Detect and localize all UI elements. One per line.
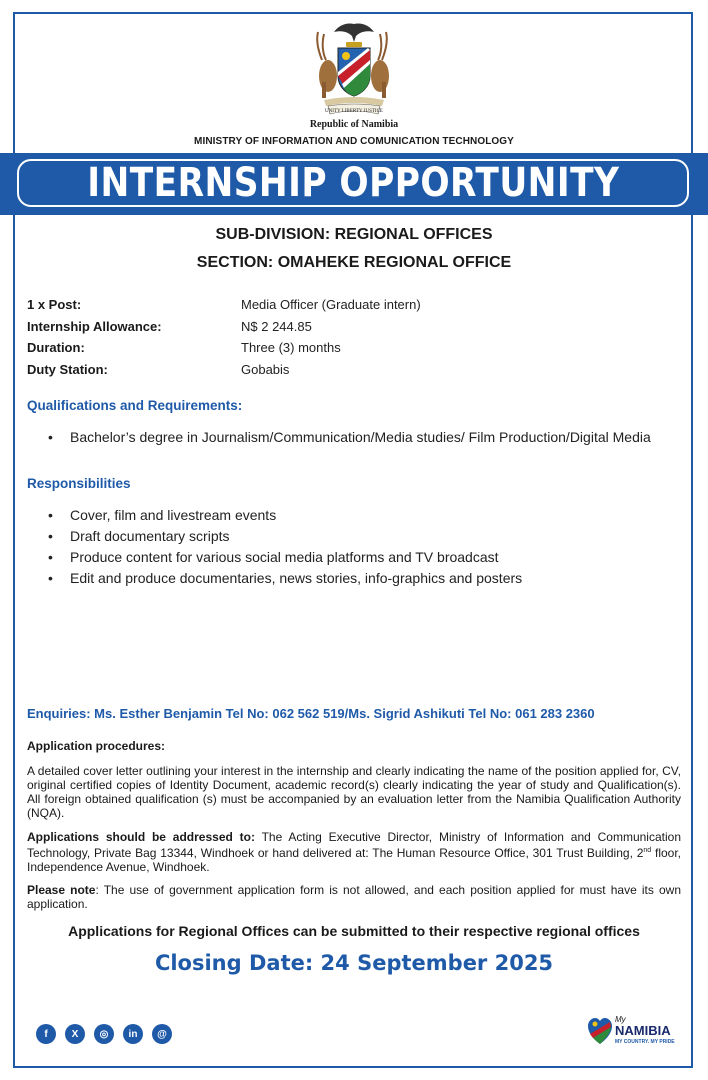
- closing-date: Closing Date: 24 September 2025: [154, 951, 554, 975]
- facebook-icon[interactable]: f: [36, 1024, 56, 1044]
- detail-value: N$ 2 244.85: [241, 318, 312, 334]
- detail-label: 1 x Post:: [27, 297, 82, 312]
- x-icon[interactable]: X: [65, 1024, 85, 1044]
- application-text: A detailed cover letter outlining your interest in the internship and clearly indicating the name of the position applied for, CV, original certified copies of Identity Document, academic record(s) clearly indicating the year of study and Qualification(s). All foreign obtained qualification (s) must be accompanied by an evaluation letter from the Namibia Qualification Authority (NQA).: [27, 764, 681, 820]
- brand-name: NAMIBIA: [615, 1023, 671, 1038]
- list-item: • Cover, film and livestream events: [48, 505, 688, 526]
- linkedin-icon[interactable]: in: [123, 1024, 143, 1044]
- threads-icon[interactable]: @: [152, 1024, 172, 1044]
- regional-note: Applications for Regional Offices can be submitted to their respective regional offices: [68, 923, 640, 939]
- detail-row-allowance: [27, 319, 421, 341]
- brand-my: My: [615, 1015, 626, 1024]
- detail-row-post: [27, 297, 421, 319]
- detail-row-duty-station: [27, 362, 421, 384]
- post-details: [27, 297, 421, 383]
- enquiries-line: Enquiries: Ms. Esther Benjamin Tel No: 062 562 519/Ms. Sigrid Ashikuti Tel No: 061 283 2360: [27, 706, 595, 721]
- detail-row-duration: [27, 340, 421, 362]
- application-title: Application procedures:: [27, 739, 166, 753]
- qualifications-heading: Qualifications and Requirements:: [27, 398, 243, 413]
- instagram-icon[interactable]: ◎: [94, 1024, 114, 1044]
- address-paragraph: [27, 830, 681, 874]
- detail-value: Three (3) months: [241, 340, 341, 355]
- note-paragraph: [27, 883, 681, 911]
- list-item: • Edit and produce documentaries, news stories, info-graphics and posters: [48, 568, 688, 589]
- title-banner: [0, 153, 708, 215]
- list-item: • Produce content for various social media platforms and TV broadcast: [48, 547, 688, 568]
- responsibilities-heading: Responsibilities: [27, 476, 131, 491]
- section-heading: SECTION: OMAHEKE REGIONAL OFFICE: [196, 254, 512, 271]
- address-sup: nd: [643, 847, 652, 854]
- detail-label: Duration:: [27, 340, 85, 355]
- address-text-1: The Acting Executive Director, Ministry of Information and Communication Technology, Private Bag 13344, Windhoek or hand delivered at: The Human Resource Office, 301 Trust Building, 2: [27, 830, 681, 860]
- my-namibia-logo: [588, 1015, 684, 1051]
- crest-motto: UNITY LIBERTY JUSTICE: [325, 109, 383, 114]
- ministry-name: MINISTRY OF INFORMATION AND COMUNICATION TECHNOLOGY: [194, 136, 514, 147]
- list-item: • Bachelor’s degree in Journalism/Communication/Media studies/ Film Production/Digital Media: [48, 427, 688, 448]
- responsibilities-list: [48, 505, 688, 589]
- page-title: INTERNSHIP OPPORTUNITY: [86, 160, 620, 206]
- republic-label: Republic of Namibia: [309, 119, 399, 130]
- list-item: • Draft documentary scripts: [48, 526, 688, 547]
- social-icons: [36, 1024, 172, 1044]
- note-label: Please note: [27, 883, 96, 897]
- address-label: Applications should be addressed to:: [27, 830, 255, 844]
- detail-label: Internship Allowance:: [27, 318, 162, 334]
- note-text: : The use of government application form is not allowed, and each position applied for must have its own application.: [27, 883, 681, 911]
- detail-label: Duty Station:: [27, 361, 108, 377]
- subdivision-heading: SUB-DIVISION: REGIONAL OFFICES: [215, 226, 493, 243]
- address-text-2: floor, Independence Avenue, Windhoek.: [27, 846, 681, 874]
- detail-value: Gobabis: [241, 361, 290, 377]
- coat-of-arms-icon: [308, 20, 400, 120]
- brand-tagline: MY COUNTRY. MY PRIDE: [615, 1039, 675, 1045]
- detail-value: Media Officer (Graduate intern): [241, 297, 421, 312]
- heart-map-icon: [588, 1018, 612, 1046]
- qualifications-list: [48, 427, 688, 448]
- title-banner-frame: [17, 159, 689, 207]
